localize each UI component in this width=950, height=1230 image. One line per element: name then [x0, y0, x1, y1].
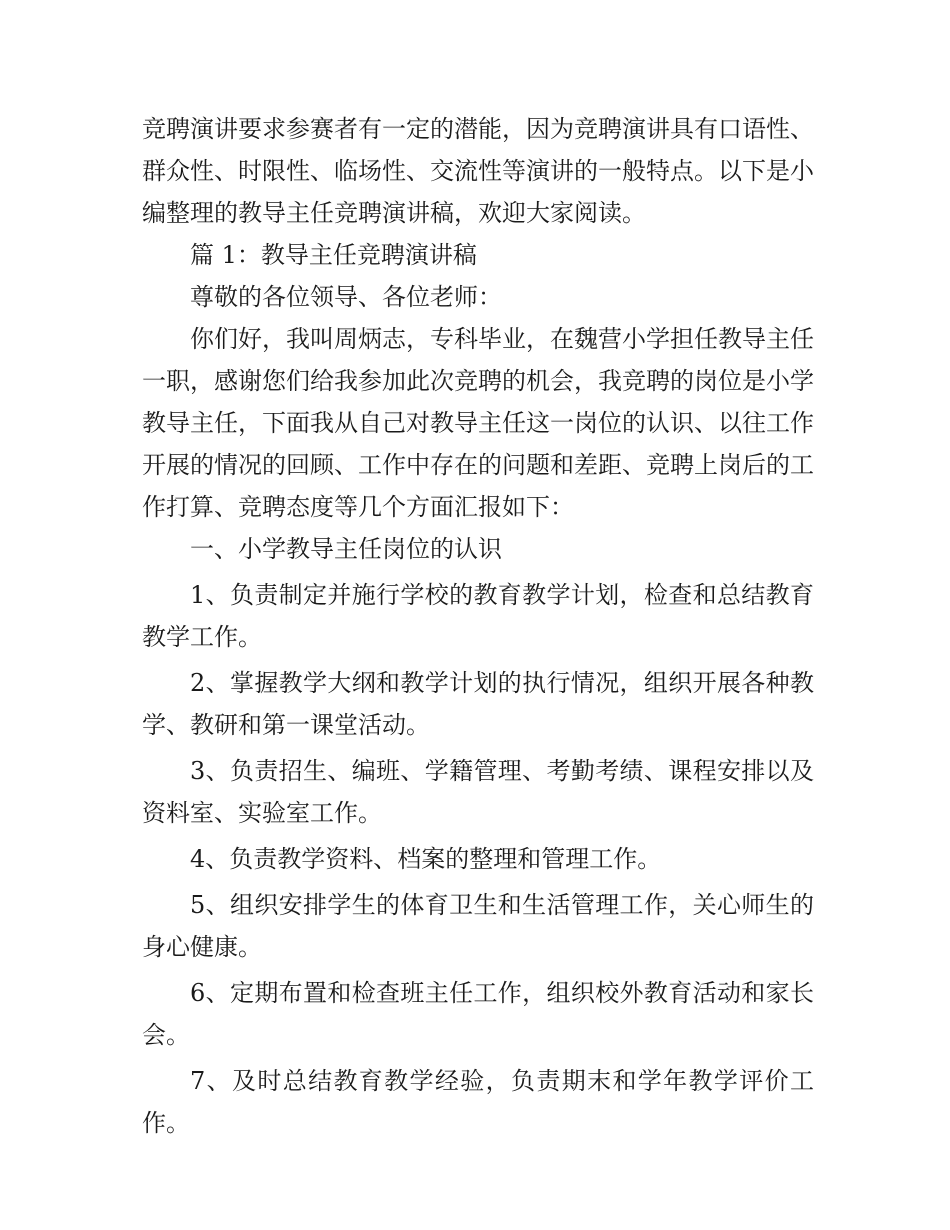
duty-item-7: 7、及时总结教育教学经验，负责期末和学年教学评价工作。	[142, 1067, 814, 1137]
document-page	[142, 108, 814, 1144]
duty-item-3: 3、负责招生、编班、学籍管理、考勤考绩、课程安排以及资料室、实验室工作。	[142, 757, 814, 827]
duty-item-5: 5、组织安排学生的体育卫生和生活管理工作，关心师生的身心健康。	[142, 891, 814, 961]
heading-one: 一、小学教导主任岗位的认识	[190, 535, 502, 563]
salutation: 尊敬的各位领导、各位老师：	[190, 283, 502, 311]
duty-item-2: 2、掌握教学大纲和教学计划的执行情况，组织开展各种教学、教研和第一课堂活动。	[142, 669, 814, 739]
duty-item-6: 6、定期布置和检查班主任工作，组织校外教育活动和家长会。	[142, 979, 814, 1049]
opening-paragraph: 你们好，我叫周炳志，专科毕业，在魏营小学担任教导主任一职，感谢您们给我参加此次竞聘的机会，我竞聘的岗位是小学教导主任，下面我从自己对教导主任这一岗位的认识、以往工作开展的情况的回顾、工作中存在的问题和差距、竞聘上岗后的工作打算、竞聘态度等几个方面汇报如下：	[142, 325, 814, 521]
intro-paragraph: 竞聘演讲要求参赛者有一定的潜能，因为竞聘演讲具有口语性、群众性、时限性、临场性、交流性等演讲的一般特点。以下是小编整理的教导主任竞聘演讲稿，欢迎大家阅读。	[142, 115, 814, 227]
duty-item-4: 4、负责教学资料、档案的整理和管理工作。	[190, 845, 662, 873]
section-title: 篇 1：教导主任竞聘演讲稿	[190, 241, 477, 269]
duty-item-1: 1、负责制定并施行学校的教育教学计划，检查和总结教育教学工作。	[142, 581, 814, 651]
